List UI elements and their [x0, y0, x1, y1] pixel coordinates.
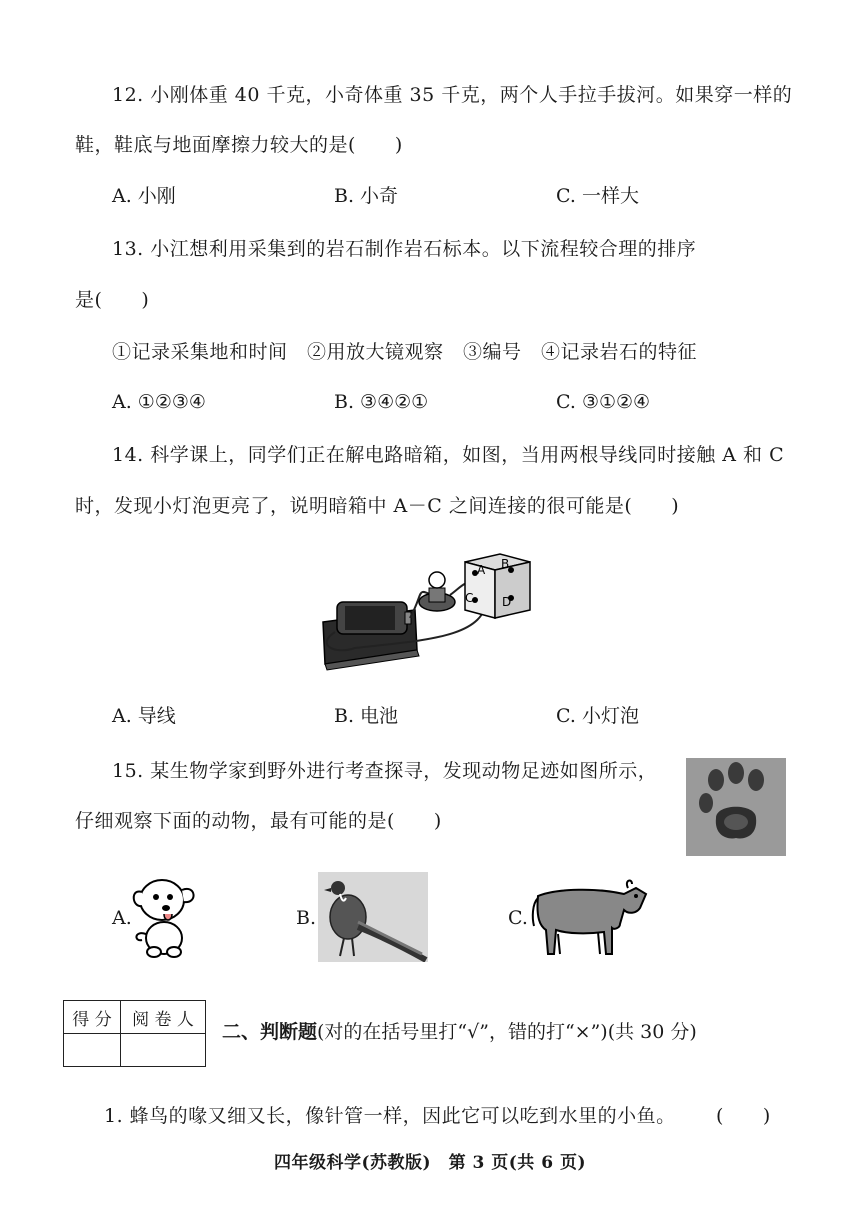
q13-option-a: A. ①②③④: [112, 391, 206, 413]
grader-header: 阅 卷 人: [121, 1001, 206, 1034]
bulb-icon: [429, 572, 445, 588]
q12-line1: 12. 小刚体重 40 千克，小奇体重 35 千克，两个人手拉手拔河。如果穿一样的: [112, 84, 793, 106]
box-label-c: C: [465, 591, 474, 605]
box-label-b: B: [501, 557, 510, 571]
q13-steps: ①记录采集地和时间 ②用放大镜观察 ③编号 ④记录岩石的特征: [112, 341, 698, 363]
q12-line2: 鞋，鞋底与地面摩擦力较大的是( ): [75, 134, 403, 156]
section-2-title: 二、判断题: [222, 1021, 318, 1043]
pheasant-icon: [318, 872, 428, 962]
q13-line1: 13. 小江想利用采集到的岩石制作岩石标本。以下流程较合理的排序: [112, 238, 697, 260]
puppy-icon: [128, 870, 200, 960]
q14-option-c: C. 小灯泡: [556, 705, 639, 727]
judge-q1-answer-bracket[interactable]: ( ): [716, 1105, 771, 1127]
grader-cell[interactable]: [121, 1034, 206, 1067]
score-table: [63, 1000, 206, 1067]
q14-option-a: A. 导线: [112, 705, 176, 727]
q13-option-b: B. ③④②①: [334, 391, 429, 413]
section-2-instruction: (对的在括号里打“√”，错的打“×”)(共 30 分): [317, 1021, 697, 1043]
circuit-box-figure: [315, 540, 535, 675]
cow-icon: [528, 874, 650, 958]
q13-option-c: C. ③①②④: [556, 391, 651, 413]
q12-option-b: B. 小奇: [334, 185, 399, 207]
footprint-image: [686, 758, 786, 856]
q13-line2: 是( ): [75, 289, 150, 311]
q14-line2: 时，发现小灯泡更亮了，说明暗箱中 A－C 之间连接的很可能是( ): [75, 495, 680, 517]
judge-q1-text: 1. 蜂鸟的喙又细又长，像针管一样，因此它可以吃到水里的小鱼。: [104, 1105, 676, 1127]
q15-line2: 仔细观察下面的动物，最有可能的是( ): [75, 810, 442, 832]
score-cell[interactable]: [64, 1034, 121, 1067]
q14-line1: 14. 科学课上，同学们正在解电路暗箱，如图，当用两根导线同时接触 A 和 C: [112, 444, 785, 466]
q15-line1: 15. 某生物学家到野外进行考查探寻，发现动物足迹如图所示，: [112, 760, 658, 782]
q12-option-a: A. 小刚: [112, 185, 176, 207]
q12-option-c: C. 一样大: [556, 185, 639, 207]
q15-option-a-label: A.: [112, 907, 132, 929]
box-label-a: A: [477, 563, 486, 577]
score-header: 得 分: [64, 1001, 121, 1034]
q15-option-b-label: B.: [296, 907, 317, 929]
page-footer: 四年级科学(苏教版) 第 3 页(共 6 页): [273, 1153, 586, 1173]
box-label-d: D: [502, 595, 512, 609]
q14-option-b: B. 电池: [334, 705, 399, 727]
q15-option-c-label: C.: [508, 907, 528, 929]
section-2-heading: [222, 1017, 697, 1044]
